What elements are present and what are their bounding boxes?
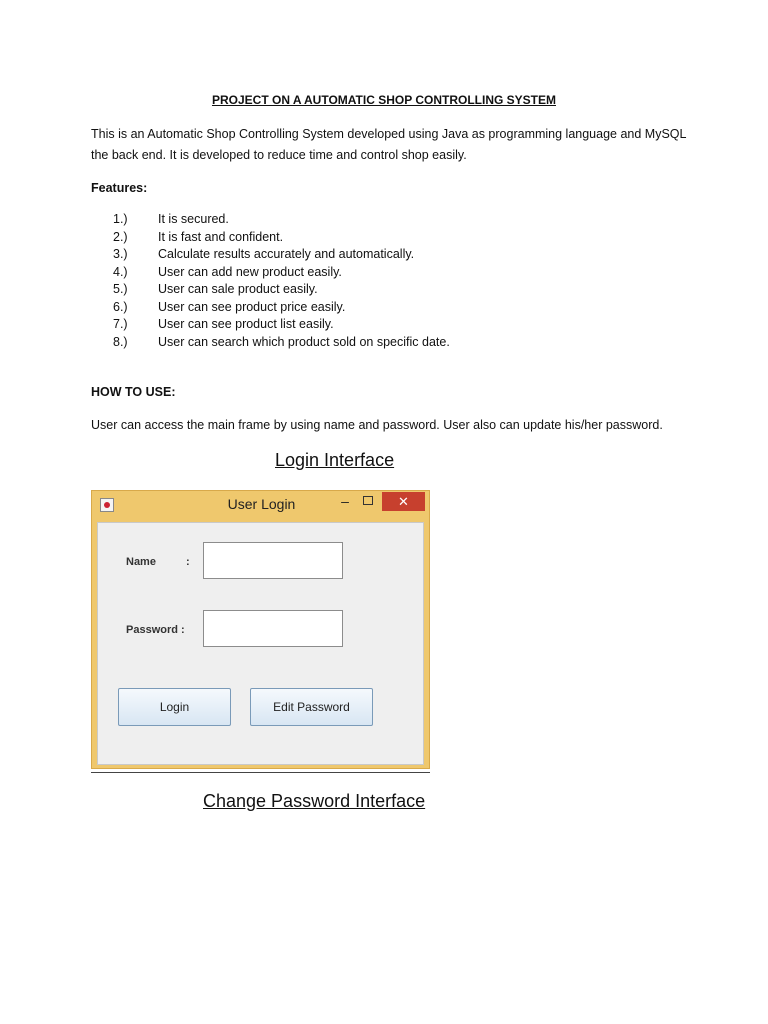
features-list [113,211,450,351]
feature-item: 7.) User can see product list easily. [113,317,334,331]
password-label: Password : [126,624,185,636]
password-input[interactable] [203,610,343,647]
change-password-interface-heading: Change Password Interface [203,791,426,811]
edit-password-button[interactable]: Edit Password [250,688,373,726]
name-colon: : [186,556,190,568]
name-label: Name [126,556,156,568]
login-form [97,522,424,765]
intro-paragraph: This is an Automatic Shop Controlling System developed using Java as programming language and MySQL the back end. It is developed to reduce time and control shop easily. [91,127,687,162]
close-button[interactable]: ✕ [382,492,425,511]
feature-item: 2.) It is fast and confident. [113,229,284,244]
feature-item: 4.) User can add new product easily. [113,264,342,279]
user-login-window [91,490,430,769]
document-title: PROJECT ON A AUTOMATIC SHOP CONTROLLING SYSTEM [211,93,556,107]
login-interface-heading: Login Interface [275,450,395,470]
window-titlebar[interactable] [92,491,429,519]
login-button[interactable]: Login [118,688,231,726]
howto-paragraph: User can access the main frame by using name and password. User also can update his/her password. [91,418,663,432]
feature-item: 1.) It is secured. [113,212,229,226]
features-heading: Features: [91,181,148,195]
feature-item: 3.) Calculate results accurately and automatically. [113,247,415,261]
name-input[interactable] [203,542,343,579]
feature-item: 5.) User can sale product easily. [113,282,318,296]
divider-line [91,772,430,773]
feature-item: 8.) User can search which product sold on specific date. [113,334,450,349]
maximize-button[interactable] [363,496,373,505]
feature-item: 6.) User can see product price easily. [113,299,346,314]
window-title: User Login [227,496,296,512]
howto-heading: HOW TO USE: [91,385,176,399]
minimize-button[interactable]: – [341,493,349,509]
